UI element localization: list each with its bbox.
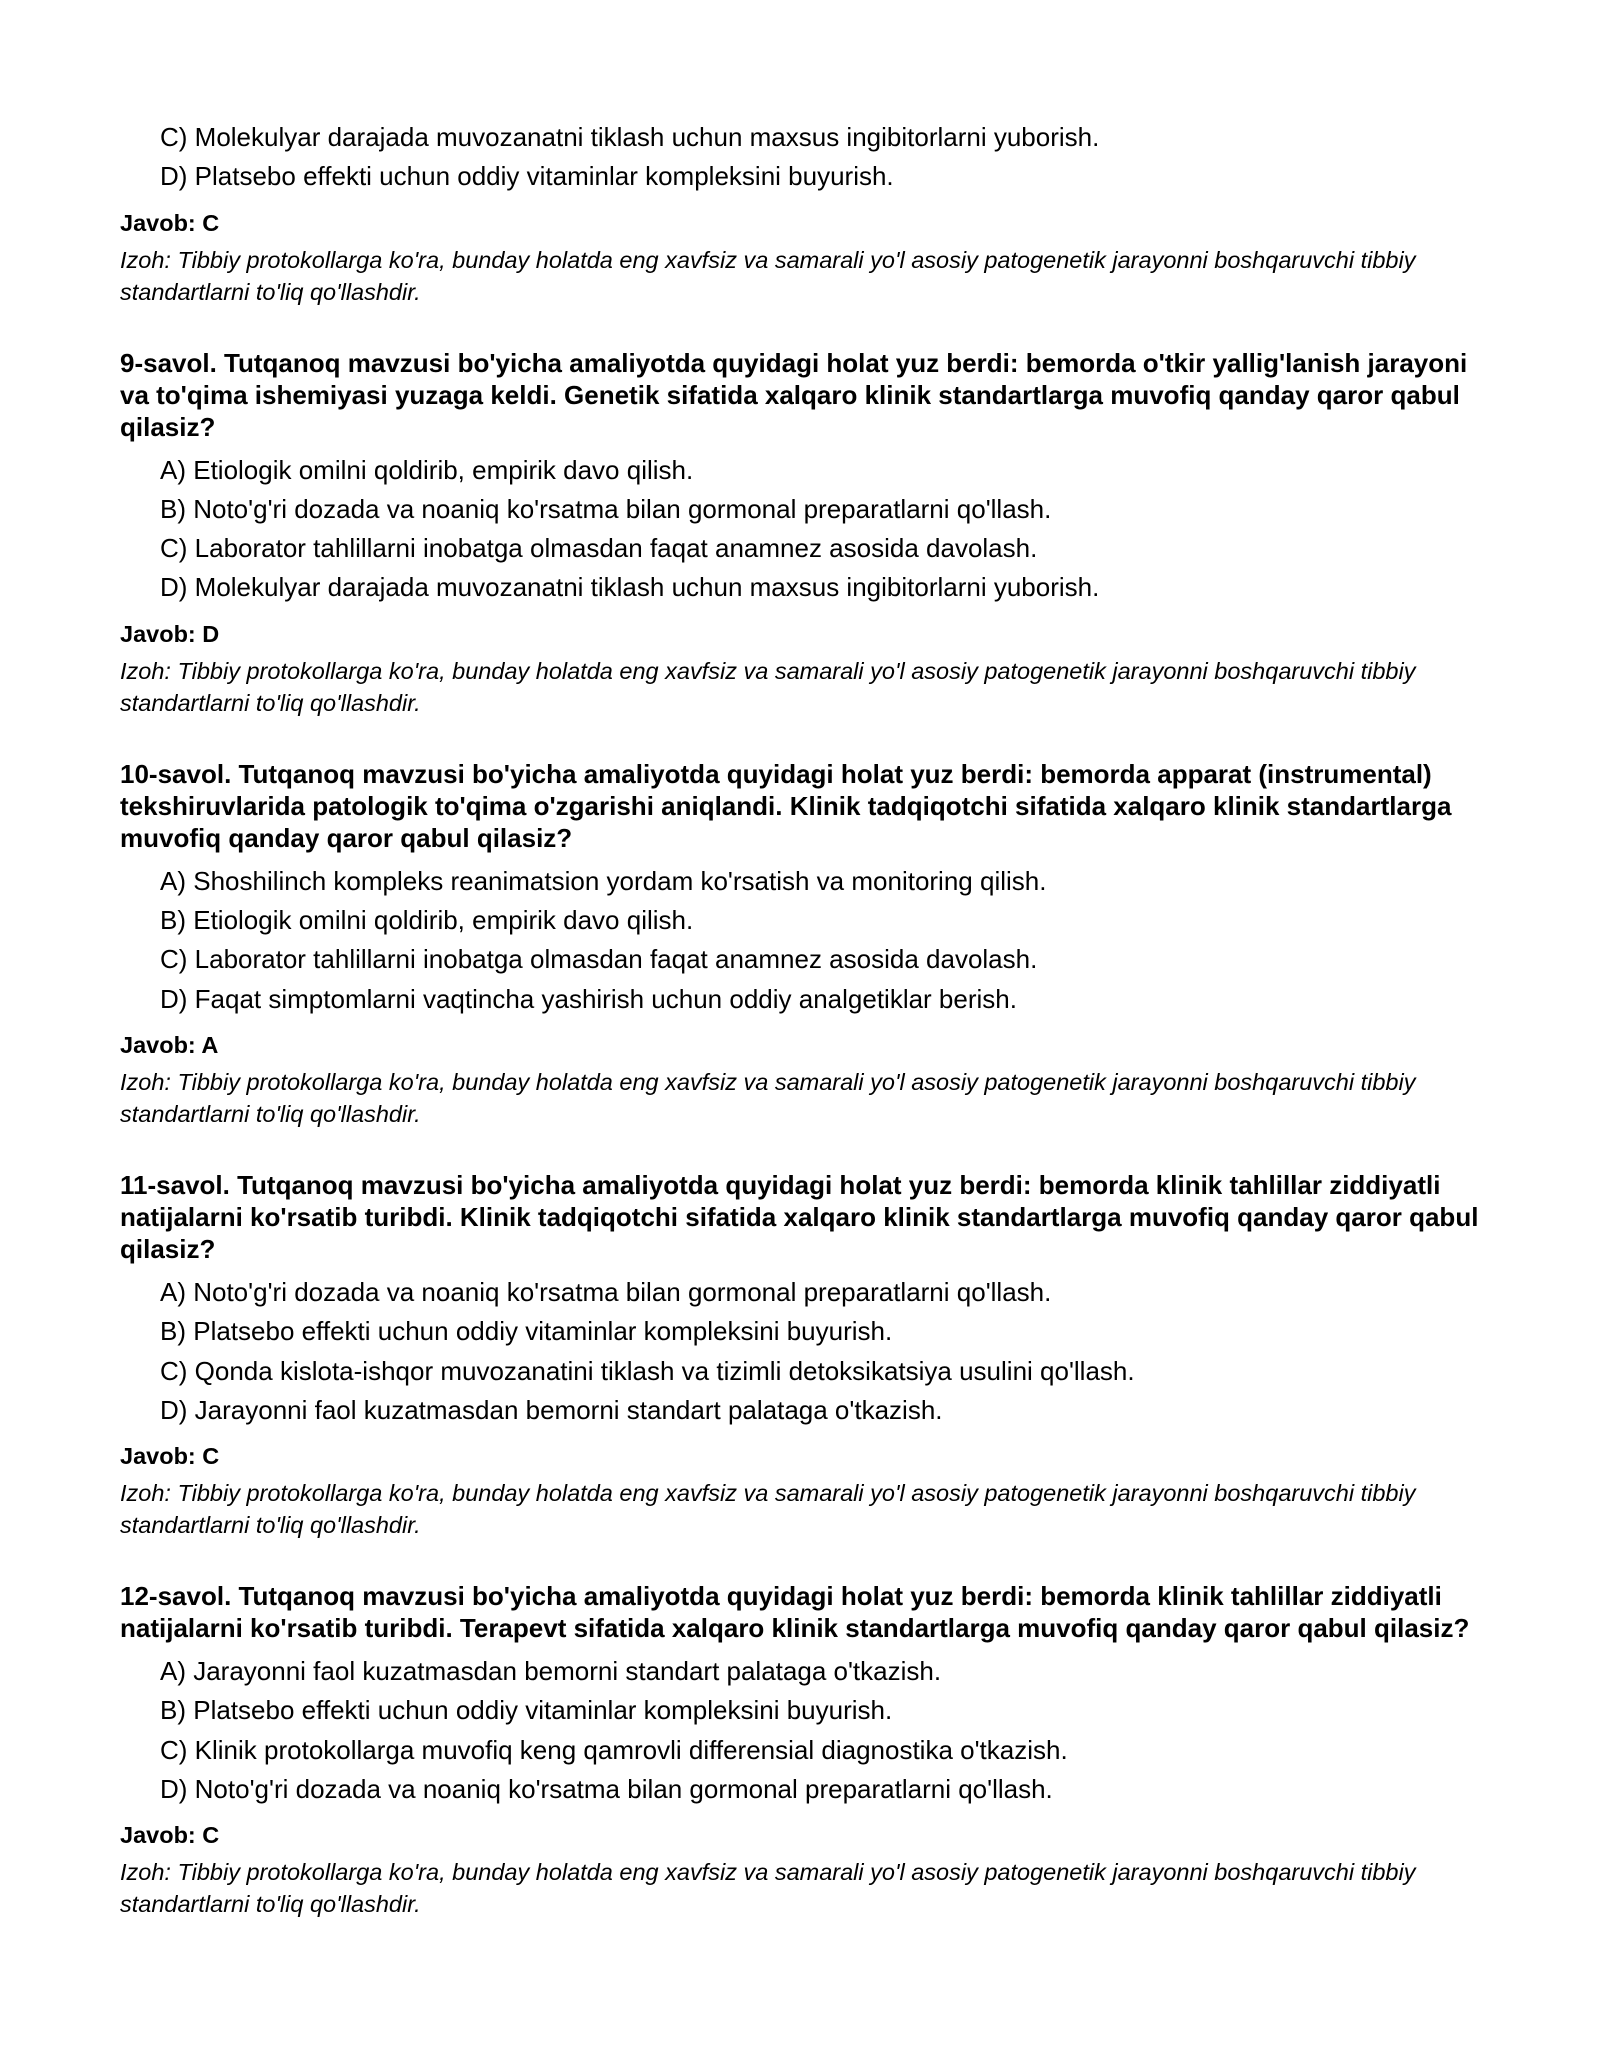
option-b: B) Platsebo effekti uchun oddiy vitaminlar kompleksini buyurish. [160,1316,893,1347]
option-c: C) Laborator tahlillarni inobatga olmasdan faqat anamnez asosida davolash. [160,944,1038,975]
option-c: C) Klinik protokollarga muvofiq keng qamrovli differensial diagnostika o'tkazish. [160,1734,1068,1765]
explanation-note: Izoh: Tibbiy protokollarga ko'ra, bunday holatda eng xavfsiz va samarali yo'l asosiy patogenetik jarayonni boshqaruvchi tibbiy standartlarni to'liq qo'llashdir. [120,1859,1416,1918]
option-d: D) Faqat simptomlarni vaqtincha yashirish uchun oddiy analgetiklar berish. [160,983,1017,1014]
question-10 [120,758,1490,1130]
question-text: 11-savol. Tutqanoq mavzusi bo'yicha amaliyotda quyidagi holat yuz berdi: bemorda klinik tahlillar ziddiyatli natijalarni ko'rsatib turibdi. Klinik tadqiqotchi sifatida xalqaro klinik standartlarga muvofiq qanday qaror qabul qilasiz? [120,1169,1479,1264]
option-c: C) Molekulyar darajada muvozanatni tiklash uchun maxsus ingibitorlarni yuborish. [160,122,1100,152]
option-a: A) Shoshilinch kompleks reanimatsion yordam ko'rsatish va monitoring qilish. [160,865,1047,896]
option-d: D) Platsebo effekti uchun oddiy vitaminlar kompleksini buyurish. [160,161,894,192]
option-b: B) Platsebo effekti uchun oddiy vitaminlar kompleksini buyurish. [160,1695,893,1726]
option-a: A) Etiologik omilni qoldirib, empirik davo qilish. [160,454,694,485]
options-list [120,1273,1490,1430]
answer-label: Javob: D [120,620,220,647]
question-9 [120,347,1490,719]
option-c: C) Laborator tahlillarni inobatga olmasdan faqat anamnez asosida davolash. [160,533,1038,564]
option-c: C) Qonda kislota-ishqor muvozanatini tiklash va tizimli detoksikatsiya usulini qo'llash. [160,1355,1135,1386]
options-list [120,118,1490,197]
explanation-note: Izoh: Tibbiy protokollarga ko'ra, bunday holatda eng xavfsiz va samarali yo'l asosiy patogenetik jarayonni boshqaruvchi tibbiy standartlarni to'liq qo'llashdir. [120,657,1416,716]
question-12 [120,1580,1490,1920]
option-a: A) Noto'g'ri dozada va noaniq ko'rsatma bilan gormonal preparatlarni qo'llash. [160,1276,1052,1307]
question-text: 9-savol. Tutqanoq mavzusi bo'yicha amaliyotda quyidagi holat yuz berdi: bemorda o'tkir yallig'lanish jarayoni va to'qima ishemiyasi yuzaga keldi. Genetik sifatida xalqaro klinik standartlarga muvofiq qanday qaror qabul qilasiz? [120,347,1468,442]
answer-label: Javob: A [120,1031,219,1058]
question-text: 10-savol. Tutqanoq mavzusi bo'yicha amaliyotda quyidagi holat yuz berdi: bemorda apparat (instrumental) tekshiruvlarida patologik to'qima o'zgarishi aniqlandi. Klinik tadqiqotchi sifatida xalqaro klinik standartlarga muvofiq qanday qaror qabul qilasiz? [120,758,1452,853]
answer-label: Javob: C [120,1822,220,1849]
answer-label: Javob: C [120,209,220,236]
options-list [120,862,1490,1019]
document-page [120,118,1490,1920]
explanation-note: Izoh: Tibbiy protokollarga ko'ra, bunday holatda eng xavfsiz va samarali yo'l asosiy patogenetik jarayonni boshqaruvchi tibbiy standartlarni to'liq qo'llashdir. [120,1480,1416,1539]
question-text: 12-savol. Tutqanoq mavzusi bo'yicha amaliyotda quyidagi holat yuz berdi: bemorda klinik tahlillar ziddiyatli natijalarni ko'rsatib turibdi. Terapevt sifatida xalqaro klinik standartlarga muvofiq qanday qaror qabul qilasiz? [120,1581,1470,1644]
explanation-note: Izoh: Tibbiy protokollarga ko'ra, bunday holatda eng xavfsiz va samarali yo'l asosiy patogenetik jarayonni boshqaruvchi tibbiy standartlarni to'liq qo'llashdir. [120,1068,1416,1127]
answer-label: Javob: C [120,1443,220,1470]
option-a: A) Jarayonni faol kuzatmasdan bemorni standart palataga o'tkazish. [160,1656,942,1687]
option-d: D) Jarayonni faol kuzatmasdan bemorni standart palataga o'tkazish. [160,1394,943,1425]
option-d: D) Molekulyar darajada muvozanatni tiklash uchun maxsus ingibitorlarni yuborish. [160,572,1100,603]
question-11 [120,1169,1490,1541]
explanation-note: Izoh: Tibbiy protokollarga ko'ra, bunday holatda eng xavfsiz va samarali yo'l asosiy patogenetik jarayonni boshqaruvchi tibbiy standartlarni to'liq qo'llashdir. [120,246,1416,305]
option-b: B) Etiologik omilni qoldirib, empirik davo qilish. [160,905,694,936]
question-8-continuation [120,118,1490,308]
option-d: D) Noto'g'ri dozada va noaniq ko'rsatma bilan gormonal preparatlarni qo'llash. [160,1774,1053,1805]
options-list [120,1652,1490,1809]
option-b: B) Noto'g'ri dozada va noaniq ko'rsatma bilan gormonal preparatlarni qo'llash. [160,493,1052,524]
options-list [120,451,1490,608]
